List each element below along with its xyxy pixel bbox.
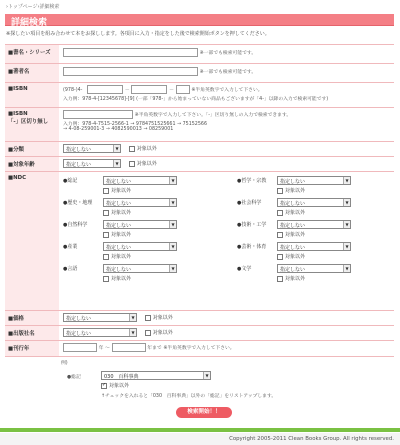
chevron-down-icon: ▼: [169, 177, 176, 184]
page-title-bar: [5, 14, 394, 26]
ndc-select-value: 指定しない: [280, 179, 306, 185]
year-to-input[interactable]: [112, 343, 146, 352]
example-note: ↑チェックを入れると「030 百科事典」以外の「総記」をリストアップします。: [101, 394, 277, 399]
category-exclude-checkbox[interactable]: [129, 146, 135, 152]
ndc-exclude-label: 対象以外: [285, 210, 306, 216]
search-submit-label: 検索開始！！: [187, 409, 221, 415]
price-select-value: 指定しない: [66, 316, 92, 322]
year-to-suffix: 年まで: [147, 346, 162, 351]
chevron-down-icon: ▼: [343, 221, 350, 228]
year-note: ※半角英数字で入力して下さい。: [163, 346, 235, 351]
ndc-item: [63, 242, 231, 260]
ndc-exclude-checkbox[interactable]: [103, 276, 109, 282]
ndc-item: [237, 220, 390, 238]
row-series: [5, 45, 394, 64]
price-exclude-checkbox[interactable]: [145, 315, 151, 321]
publisher-label: ■出版社名: [5, 326, 59, 340]
ndc-exclude-checkbox[interactable]: [103, 210, 109, 216]
author-input[interactable]: [63, 67, 198, 76]
isbn-part1-input[interactable]: [87, 85, 123, 94]
ndc-select[interactable]: [277, 176, 351, 185]
age-label: ■対象年齢: [5, 157, 59, 171]
ndc-select[interactable]: [277, 220, 351, 229]
page-title: 詳細検索: [11, 18, 48, 28]
ndc-select-value: 指定しない: [280, 245, 306, 251]
isbn-prefix: (978-)4-: [63, 88, 83, 93]
isbn-nohyphen-note1: ※半角英数字で入力して下さい。「-」区切り無しの入力で検索できます。: [134, 113, 292, 118]
chevron-down-icon: ▼: [169, 243, 176, 250]
example-select[interactable]: [101, 371, 211, 380]
ndc-exclude-checkbox[interactable]: [277, 210, 283, 216]
ndc-select[interactable]: [103, 264, 177, 273]
ndc-exclude-checkbox[interactable]: [103, 232, 109, 238]
ndc-exclude-checkbox[interactable]: [277, 232, 283, 238]
chevron-down-icon: ▼: [113, 160, 120, 167]
year-label: ■刊行年: [5, 341, 59, 356]
isbn-sep1: －: [124, 88, 130, 93]
ndc-select[interactable]: [277, 242, 351, 251]
ndc-exclude-label: 対象以外: [111, 210, 132, 216]
ndc-select[interactable]: [103, 176, 177, 185]
ndc-exclude-checkbox[interactable]: [277, 254, 283, 260]
author-label: ■著者名: [5, 64, 59, 82]
age-exclude-label: 対象以外: [136, 161, 157, 167]
isbn-sep2: －: [169, 88, 174, 93]
ndc-exclude-label: 対象以外: [285, 276, 306, 282]
price-exclude-label: 対象以外: [152, 315, 173, 321]
ndc-exclude-label: 対象以外: [285, 188, 306, 194]
isbn-note2: 入力例：978-4-[12345678]-[9] (一部「978-」から始まっていない商品もございますが「4-」以降の入力で検索可能です): [63, 97, 329, 102]
row-publisher: [5, 326, 394, 341]
chevron-down-icon: ▼: [343, 243, 350, 250]
ndc-exclude-label: 対象以外: [285, 254, 306, 260]
chevron-down-icon: ▼: [169, 221, 176, 228]
price-select[interactable]: [63, 313, 137, 322]
age-exclude-checkbox[interactable]: [129, 161, 135, 167]
footer-accent-bar: [0, 428, 400, 432]
isbn-part3-input[interactable]: [176, 85, 190, 94]
ndc-item: [63, 176, 231, 194]
year-from-suffix: 年 ～: [98, 346, 110, 351]
ndc-exclude-checkbox[interactable]: [277, 188, 283, 194]
ndc-item: [237, 242, 390, 260]
isbn-nohyphen-input[interactable]: [63, 110, 133, 119]
category-select[interactable]: [63, 144, 121, 153]
ndc-exclude-checkbox[interactable]: [103, 188, 109, 194]
ndc-select-value: 指定しない: [106, 245, 132, 251]
breadcrumb[interactable]: ›トップページ›詳細検索: [6, 4, 60, 10]
ndc-grid: [63, 176, 390, 282]
ndc-select-value: 指定しない: [106, 223, 132, 229]
ndc-item: [237, 176, 390, 194]
ndc-item-label: ●産業: [63, 244, 78, 250]
isbn-nohyphen-note2: 入力例：978-4-7515-2566-1 → 9784751525661 → 75152566: [63, 122, 208, 127]
ndc-select[interactable]: [103, 242, 177, 251]
ndc-exclude-label: 対象以外: [111, 188, 132, 194]
isbn-label: ■ISBN: [5, 83, 59, 107]
ndc-select[interactable]: [277, 198, 351, 207]
series-note: ※一部でも検索可能です。: [199, 51, 257, 56]
chevron-down-icon: ▼: [203, 372, 210, 379]
isbn-note1: ※半角英数字で入力して下さい。: [191, 88, 263, 93]
category-label: ■分類: [5, 142, 59, 156]
row-ndc: [5, 172, 394, 311]
ndc-item-label: ●芸術・体育: [237, 244, 267, 250]
row-age: [5, 157, 394, 172]
chevron-down-icon: ▼: [129, 329, 136, 336]
ndc-select-value: 指定しない: [106, 201, 132, 207]
ndc-item: [63, 220, 231, 238]
price-label: ■価格: [5, 311, 59, 325]
row-author: [5, 64, 394, 83]
publisher-exclude-checkbox[interactable]: [145, 330, 151, 336]
copyright: Copyright 2005-2011 Clean Books Group. All rights reserved.: [229, 436, 394, 442]
row-isbn-nohyphen: [5, 108, 394, 142]
isbn-part2-input[interactable]: [131, 85, 167, 94]
ndc-select[interactable]: [103, 220, 177, 229]
ndc-exclude-checkbox[interactable]: [103, 254, 109, 260]
series-input[interactable]: [63, 48, 198, 57]
ndc-item-label: ●総記: [63, 178, 78, 184]
ndc-item-label: ●文学: [237, 266, 252, 272]
ndc-select-value: 指定しない: [106, 267, 132, 273]
ndc-item: [63, 264, 231, 282]
age-select[interactable]: [63, 159, 121, 168]
example-select-value: 030 百科事典: [104, 374, 139, 380]
ndc-item: [63, 198, 231, 216]
ndc-exclude-label: 対象以外: [285, 232, 306, 238]
ndc-label: ■NDC: [5, 172, 59, 310]
publisher-select-value: 指定しない: [66, 331, 92, 337]
chevron-down-icon: ▼: [343, 265, 350, 272]
chevron-down-icon: ▼: [169, 199, 176, 206]
ndc-item-label: ●技術・工学: [237, 222, 267, 228]
row-year: [5, 341, 394, 357]
ndc-item-label: ●哲学・宗教: [237, 178, 267, 184]
ndc-item-label: ●自然科学: [63, 222, 88, 228]
example-item-label: ●総記: [67, 375, 81, 380]
chevron-down-icon: ▼: [343, 177, 350, 184]
year-from-input[interactable]: [63, 343, 97, 352]
series-label: ■書名・シリーズ: [5, 45, 59, 63]
publisher-exclude-label: 対象以外: [152, 330, 173, 336]
ndc-select-value: 指定しない: [280, 201, 306, 207]
ndc-exclude-checkbox[interactable]: [277, 276, 283, 282]
isbn-nohyphen-label: ■ISBN 「-」区切り無し: [5, 108, 59, 141]
example-exclude-label: 対象以外: [109, 383, 130, 389]
isbn-nohyphen-note3: → 4-08-259001-3 → 4082590013 → 08259001: [63, 127, 174, 132]
ndc-item-label: ●言語: [63, 266, 78, 272]
author-note: ※一部でも検索可能です。: [199, 70, 257, 75]
row-price: [5, 311, 394, 326]
intro-text: ※探したい項目を組み合わせて本をお探しします。各項目に入力・指定をした後で検索開始ボタンを押してください。: [6, 31, 270, 37]
age-select-value: 指定しない: [66, 162, 92, 168]
ndc-exclude-label: 対象以外: [111, 254, 132, 260]
ndc-item-label: ●歴史・地理: [63, 200, 93, 206]
ndc-select-value: 指定しない: [280, 267, 306, 273]
chevron-down-icon: ▼: [113, 145, 120, 152]
search-form: [5, 44, 394, 357]
chevron-down-icon: ▼: [343, 199, 350, 206]
row-isbn: [5, 83, 394, 108]
ndc-item: [237, 264, 390, 282]
example-exclude-checkbox[interactable]: [101, 383, 107, 389]
ndc-select[interactable]: [277, 264, 351, 273]
search-submit-button[interactable]: [176, 407, 232, 418]
ndc-select[interactable]: [103, 198, 177, 207]
example-title: 例): [61, 361, 68, 366]
publisher-select[interactable]: [63, 328, 137, 337]
category-exclude-label: 対象以外: [136, 146, 157, 152]
row-category: [5, 142, 394, 157]
ndc-exclude-label: 対象以外: [111, 232, 132, 238]
chevron-down-icon: ▼: [129, 314, 136, 321]
category-select-value: 指定しない: [66, 147, 92, 153]
ndc-item-label: ●社会科学: [237, 200, 262, 206]
chevron-down-icon: ▼: [169, 265, 176, 272]
ndc-select-value: 指定しない: [280, 223, 306, 229]
ndc-item: [237, 198, 390, 216]
ndc-exclude-label: 対象以外: [111, 276, 132, 282]
ndc-select-value: 指定しない: [106, 179, 132, 185]
